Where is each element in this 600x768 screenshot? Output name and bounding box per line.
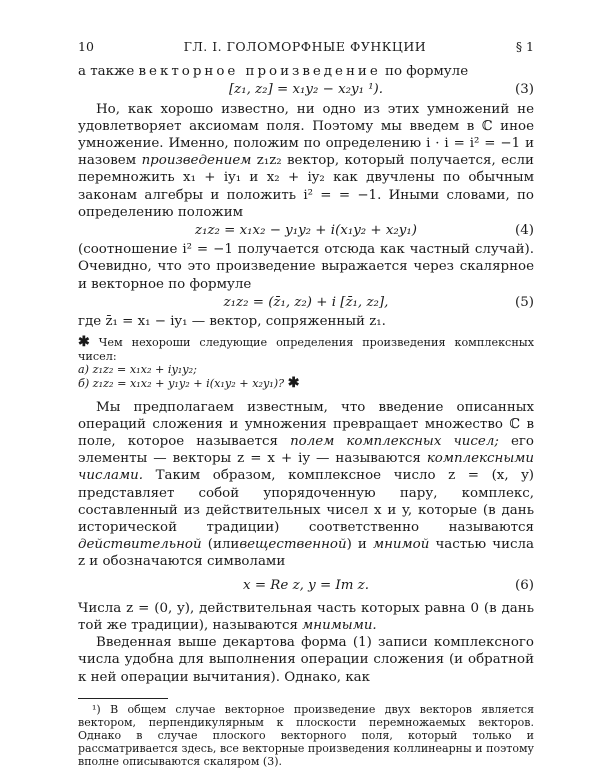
italic-term: вещественной (239, 537, 347, 553)
formula-6 (78, 577, 534, 594)
running-header (78, 38, 534, 55)
text-run: Но, как хорошо известно, ни одно из этих умножений не удовлетворяет аксиомам поля. Поэтому мы введем в ℂ иное умножение. Именно, положим по определению i · i = i² = −1 и назовем (78, 101, 534, 169)
text-run: Мы предполагаем известным, что введение описанных операций сложения и умножения превращает множество ℂ в поле, которое называется (78, 399, 534, 450)
paragraph-3: где z̄₁ = x₁ − iy₁ — вектор, сопряженный z₁. (78, 314, 386, 330)
star-icon: ✱ (78, 334, 90, 351)
italic-term: произведением (141, 153, 252, 169)
italic-term: полем комплексных чисел; (290, 434, 499, 450)
text-run: а также (78, 64, 135, 80)
equation-number: (3) (515, 82, 534, 98)
formula-text: x = Re z, y = Im z. (243, 577, 369, 593)
equation-number: (5) (515, 294, 534, 310)
formula-3 (78, 81, 534, 98)
text-run: z₁z₂ вектор, который получается, если перемножить x₁ + iy₁ и x₂ + iy₂ как двучлены по обычным законам алгебры и положить i² = = −1. Иными словами, по определению положим (78, 153, 534, 220)
intro-line (78, 63, 534, 80)
exercise-formula: а) z₁z₂ = x₁x₂ + iy₁y₂; (78, 363, 197, 377)
text-run: по формуле (385, 64, 469, 80)
page-number: 10 (78, 39, 94, 54)
formula-4 (78, 222, 534, 239)
equation-number: (6) (515, 577, 534, 593)
exercise-text: Чем нехороши следующие определения произведения комплексных чисел: (78, 336, 534, 363)
paragraph-1 (78, 101, 534, 221)
formula-5 (78, 294, 534, 311)
italic-term: комплексными числами. (78, 451, 534, 484)
paragraph-6: Введенная выше декартова форма (1) записи комплексного числа удобна для выполнения операции сложения (и обратной к ней операции вычитания). Однако, как (78, 635, 534, 685)
italic-term: мнимыми. (302, 618, 377, 634)
italic-term: мнимой (372, 537, 430, 553)
text-run: Таким образом, комплексное число z = (x, y) представляет собой упорядоченную пару, комплекс, составленный из действительных чисел x и y, которые (в дань исторической традиции) соответственно называются (78, 468, 535, 536)
formula-text: z₁z₂ = x₁x₂ − y₁y₂ + i(x₁y₂ + x₂y₁) (195, 223, 417, 239)
section-number: § 1 (515, 39, 534, 54)
exercise-question (78, 336, 534, 363)
spaced-term: векторное произведение (138, 64, 381, 80)
exercise-item-a (78, 363, 534, 377)
footnote-text: В общем случае векторное произведение двух векторов является вектором, перпендикулярным к плоскости перемножаемых векторов. Однако в случае плоского векторного поля, который только и рассматривается здесь, все векторные произведения коллинеарны и поэтому вполне описываются скаляром (3). (78, 702, 535, 768)
paragraph-4 (78, 399, 534, 571)
footnote-mark: ¹) (92, 702, 101, 716)
equation-number: (4) (515, 223, 534, 239)
text-run: (или (207, 537, 240, 553)
text-run: частью числа z и обозначаются символами (78, 537, 535, 570)
paragraph-2: (соотношение i² = −1 получается отсюда как частный случай). Очевидно, что это произведение выражается через скалярное и векторное по формуле (78, 242, 534, 292)
footnote (78, 703, 534, 768)
exercise-item-b (78, 377, 534, 391)
formula-text: z₁z₂ = (z̄₁, z₂) + i [z̄₁, z₂], (223, 294, 389, 310)
exercise-formula: б) z₁z₂ = x₁x₂ + y₁y₂ + i(x₁y₂ + x₂y₁)? (78, 377, 285, 391)
text-run: ) и (346, 537, 367, 553)
running-title: ГЛ. I. ГОЛОМОРФНЫЕ ФУНКЦИИ (183, 39, 427, 54)
star-icon: ✱ (287, 375, 300, 392)
italic-term: действительной (78, 537, 202, 553)
text-run: его элементы — векторы z = x + iy — называются (78, 434, 534, 467)
text-run: Числа z = (0, y), действительная часть которых равна 0 (в дань той же традиции), называются (78, 600, 534, 634)
formula-text: [z₁, z₂] = x₁y₂ − x₂y₁ ¹). (228, 82, 384, 98)
exercise-block (78, 336, 534, 390)
footnote-divider (78, 698, 168, 699)
paragraph-5 (78, 600, 534, 634)
